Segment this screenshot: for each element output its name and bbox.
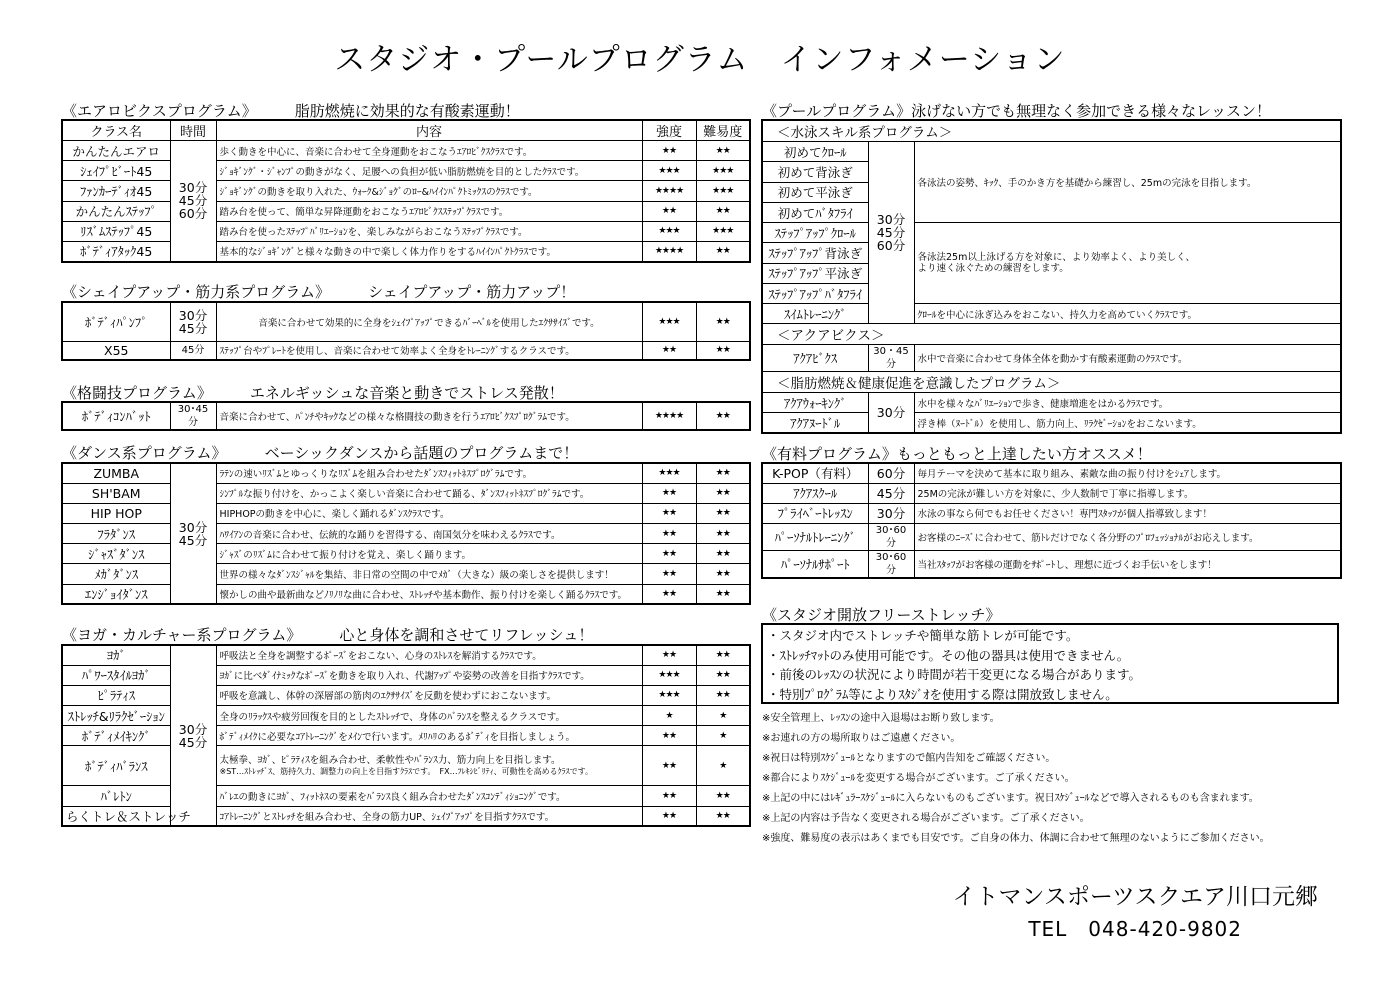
health-class-name: ｱｸｱｳｫｰｷﾝｸﾞ <box>762 393 868 413</box>
shapeup-table <box>61 301 751 361</box>
class-name: ﾎﾞﾃﾞｨﾊﾟﾝﾌﾟ <box>62 302 170 341</box>
aerobics-table <box>61 119 751 263</box>
intensity-stars: ★★★ <box>642 685 696 705</box>
yoga-row <box>62 726 750 746</box>
class-name: ﾎﾞﾃﾞｨﾒｲｷﾝｸﾞ <box>62 726 170 746</box>
martial-section-title <box>62 382 564 403</box>
aerobics-section-title <box>62 100 520 121</box>
class-description: 歩く動きを中心に、音楽に合わせて全身運動をおこなうｴｱﾛﾋﾞｸｽｸﾗｽです。 <box>216 141 642 161</box>
health-class-name: ｱｸｱﾇｰﾄﾞﾙ <box>762 413 868 433</box>
class-description: HIPHOPの動きを中心に、楽しく踊れるﾀﾞﾝｽｸﾗｽです。 <box>216 503 642 523</box>
class-description: 音楽に合わせて、ﾊﾟﾝﾁやｷｯｸなどの様々な格闘技の動きを行うｴｱﾛﾋﾞｸｽﾌﾟﾛｸﾞﾗﾑです。 <box>216 402 642 430</box>
swim-skill-heading-row <box>762 120 1341 142</box>
class-name: ﾎﾞﾃﾞｨﾊﾞﾗﾝｽ <box>62 746 170 786</box>
health-row <box>762 413 1341 433</box>
health-description: 浮き棒（ﾇｰﾄﾞﾙ）を使用し、筋力向上、ﾘﾗｸｾﾞｰｼｮﾝをおこないます。 <box>914 413 1341 433</box>
class-description: ﾖｶﾞに比べﾀﾞｲﾅﾐｯｸなﾎﾟｰｽﾞを動きを取り入れ、代謝ｱｯﾌﾟや姿勢の改善を目指すｸﾗｽです。 <box>216 665 642 685</box>
yoga-row <box>62 665 750 685</box>
class-name: ｽﾄﾚｯﾁ&ﾘﾗｸｾﾞｰｼｮﾝ <box>62 706 170 726</box>
dance-table <box>61 462 751 605</box>
dance-row <box>62 463 750 483</box>
intensity-stars: ★ <box>642 706 696 726</box>
dance-subtitle: ベーシックダンスから話題のプログラムまで！ <box>264 444 579 462</box>
class-description: ｺｱﾄﾚｰﾆﾝｸﾞとｽﾄﾚｯﾁを組み合わせ、全身の筋力UP、ｼｪｲﾌﾟｱｯﾌﾟを目指すｸﾗｽです。 <box>216 806 642 826</box>
health-time: 30分 <box>868 393 914 433</box>
intensity-stars: ★★ <box>642 341 696 360</box>
class-description: ｽﾃｯﾌﾟ台やﾌﾟﾚｰﾄを使用し、音楽に合わせて効率よく全身をﾄﾚｰﾆﾝｸﾞするクラスです。 <box>216 341 642 360</box>
swim-training-row <box>762 304 1341 324</box>
class-name: SH'BAM <box>62 483 170 503</box>
class-name: かんたんエアロ <box>62 141 170 161</box>
shapeup-section-title <box>62 281 575 302</box>
free-stretch-box <box>761 623 1339 704</box>
difficulty-stars: ★★ <box>696 463 750 483</box>
time-cell: 30分 45分 <box>170 302 216 341</box>
class-name: ﾌﾗﾀﾞﾝｽ <box>62 524 170 544</box>
time-cell: 30分 45分 60分 <box>170 141 216 262</box>
paid-row <box>762 550 1341 578</box>
free-bullet: ・前後のﾚｯｽﾝの状況により時間が若干変更になる場合があります。 <box>767 667 1142 682</box>
intensity-stars: ★★ <box>642 503 696 523</box>
shapeup-title: 《シェイプアップ・筋力系プログラム》 <box>62 283 331 301</box>
paid-description: 水泳の事なら何でもお任せください！専門ｽﾀｯﾌが個人指導致します！ <box>914 503 1341 523</box>
intensity-stars: ★★★ <box>642 221 696 241</box>
class-name: ｼﾞｬｽﾞﾀﾞﾝｽ <box>62 544 170 564</box>
shapeup-row <box>62 302 750 341</box>
yoga-row <box>62 685 750 705</box>
intensity-stars: ★★ <box>642 806 696 826</box>
difficulty-stars: ★★ <box>696 141 750 161</box>
martial-subtitle: エネルギッシュな音楽と動きでストレス発散！ <box>249 384 564 402</box>
free-bullet: ・スタジオ内でストレッチや簡単な筋トレが可能です。 <box>767 628 1079 643</box>
note: ※お連れの方の場所取りはご遠慮ください。 <box>762 733 961 744</box>
company-name: イトマンスポーツスクエア川口元郷 <box>952 884 1318 910</box>
class-description: ｼﾝﾌﾟﾙな振り付けを、かっこよく楽しい音楽に合わせて踊る、ﾀﾞﾝｽﾌｨｯﾄﾈｽﾌﾟﾛｸﾞﾗﾑです。 <box>216 483 642 503</box>
pool-subtitle: 泳げない方でも無理なく参加できる様々なレッスン！ <box>911 102 1271 120</box>
telephone: TEL 048-420-9802 <box>1028 917 1242 941</box>
difficulty-stars: ★★★ <box>696 181 750 201</box>
shapeup-subtitle: シェイプアップ・筋力アップ！ <box>368 283 576 301</box>
paid-title: 《有料プログラム》 <box>762 445 897 463</box>
difficulty-stars: ★★ <box>696 483 750 503</box>
col-header-content: 内容 <box>216 120 642 141</box>
yoga-title: 《ヨガ・カルチャー系プログラム》 <box>62 626 302 644</box>
free-bullet: ・ｽﾄﾚｯﾁﾏｯﾄのみ使用可能です。その他の器具は使用できません。 <box>767 647 1130 663</box>
yoga-row <box>62 645 750 665</box>
difficulty-stars: ★★ <box>696 786 750 806</box>
intensity-stars: ★★ <box>642 564 696 584</box>
swim-class-name: 初めてﾊﾞﾀﾌﾗｲ <box>762 202 868 222</box>
paid-class-name: ﾊﾟｰｿﾅﾙﾄﾚｰﾆﾝｸﾞ <box>762 523 868 550</box>
aerobics-row <box>62 201 750 221</box>
aerobics-title: 《エアロビクスプログラム》 <box>62 102 257 120</box>
yoga-row <box>62 746 750 786</box>
note: ※強度、難易度の表示はあくまでも目安です。ご自身の体力、体調に合わせて無理のないようにご参加ください。 <box>762 833 1270 844</box>
difficulty-stars: ★★ <box>696 584 750 604</box>
class-description: 音楽に合わせて効果的に全身をｼｪｲﾌﾟｱｯﾌﾟできるﾊﾞｰﾍﾞﾙを使用したｴｸｻｻｲｽﾞです。 <box>216 302 642 341</box>
note: ※上記の中にはﾚｷﾞｭﾗｰｽｹｼﾞｭｰﾙに入らないものもございます。祝日ｽｹｼﾞｭｰﾙなどで導入されるものも含まれます。 <box>762 793 1259 804</box>
intensity-stars: ★★ <box>642 524 696 544</box>
swim-class-name: 初めてｸﾛｰﾙ <box>762 142 868 162</box>
dance-row <box>62 564 750 584</box>
difficulty-stars: ★★ <box>696 302 750 341</box>
class-description: ｼﾞｬｽﾞのﾘｽﾞﾑに合わせて振り付けを覚え、楽しく踊ります。 <box>216 544 642 564</box>
aquabics-heading-row <box>762 324 1341 345</box>
time-cell: 30分 45分 <box>170 645 216 826</box>
paid-time: 60分 <box>868 463 914 483</box>
time-cell: 30･45分 <box>170 402 216 430</box>
class-name: ｴﾝｼﾞｮｲﾀﾞﾝｽ <box>62 584 170 604</box>
dance-row <box>62 584 750 604</box>
class-name: ﾎﾞﾃﾞｨｱﾀｯｸ45 <box>62 241 170 261</box>
col-header-class: クラス名 <box>62 120 170 141</box>
yoga-subtitle: 心と身体を調和させてリフレッシュ！ <box>339 626 594 644</box>
paid-class-name: ｱｸｱｽｸｰﾙ <box>762 483 868 503</box>
intensity-stars: ★★ <box>642 483 696 503</box>
paid-row <box>762 503 1341 523</box>
class-name: ｼｪｲﾌﾟﾋﾞｰﾄ45 <box>62 161 170 181</box>
paid-table <box>761 462 1342 579</box>
swim-class-name: 初めて平泳ぎ <box>762 182 868 202</box>
difficulty-stars: ★★ <box>696 524 750 544</box>
class-name: HIP HOP <box>62 503 170 523</box>
aerobics-subtitle: 脂肪燃焼に効果的な有酸素運動！ <box>294 102 520 120</box>
martial-title: 《格闘技プログラム》 <box>62 384 212 402</box>
intensity-stars: ★★★★ <box>642 241 696 261</box>
paid-description: お客様のﾆｰｽﾞに合わせて、筋ﾄﾚだけでなく各分野のﾌﾟﾛﾌｪｯｼｮﾅﾙがお応えします。 <box>914 523 1341 550</box>
intensity-stars: ★★ <box>642 201 696 221</box>
intensity-stars: ★★ <box>642 584 696 604</box>
difficulty-stars: ★★ <box>696 402 750 430</box>
dance-row <box>62 544 750 564</box>
difficulty-stars: ★ <box>696 726 750 746</box>
class-description: 踏み台を使ったｽﾃｯﾌﾟﾊﾞﾘｴｰｼｮﾝを、楽しみながらおこなうｽﾃｯﾌﾟｸﾗｽです。 <box>216 221 642 241</box>
aquabics-heading: ＜アクアビクス＞ <box>762 324 1341 345</box>
aqua-description: 水中で音楽に合わせて身体全体を動かす有酸素運動のｸﾗｽです。 <box>914 345 1341 372</box>
dance-section-title <box>62 442 578 463</box>
yoga-table <box>61 644 751 827</box>
swim-class-name: 初めて背泳ぎ <box>762 162 868 182</box>
col-header-intensity: 強度 <box>642 120 696 141</box>
class-description: 全身のﾘﾗｯｸｽや疲労回復を目的としたｽﾄﾚｯﾁで、身体のﾊﾞﾗﾝｽを整えるクラスです。 <box>216 706 642 726</box>
class-description <box>216 746 642 786</box>
intensity-stars: ★★ <box>642 141 696 161</box>
aerobics-row <box>62 221 750 241</box>
swim-time: 30分 45分 60分 <box>868 142 914 324</box>
class-description: ﾗﾃﾝの速いﾘｽﾞﾑとゆっくりなﾘｽﾞﾑを組み合わせたﾀﾞﾝｽﾌｨｯﾄﾈｽﾌﾟﾛｸﾞﾗﾑです。 <box>216 463 642 483</box>
dance-title: 《ダンス系プログラム》 <box>62 444 227 462</box>
class-name: ZUMBA <box>62 463 170 483</box>
paid-time: 45分 <box>868 483 914 503</box>
paid-class-name: ﾌﾟﾗｲﾍﾞｰﾄﾚｯｽﾝ <box>762 503 868 523</box>
difficulty-stars: ★★ <box>696 685 750 705</box>
paid-row <box>762 523 1341 550</box>
intensity-stars: ★★ <box>642 544 696 564</box>
difficulty-stars: ★★ <box>696 201 750 221</box>
yoga-row <box>62 786 750 806</box>
difficulty-stars: ★★★ <box>696 161 750 181</box>
health-heading-row <box>762 372 1341 393</box>
intensity-stars: ★★★★ <box>642 181 696 201</box>
health-heading: ＜脂肪燃焼＆健康促進を意識したプログラム＞ <box>762 372 1341 393</box>
note: ※安全管理上、ﾚｯｽﾝの途中入退場はお断り致します。 <box>762 713 1000 724</box>
free-section-title: 《スタジオ開放フリーストレッチ》 <box>762 606 1001 624</box>
aerobics-row <box>62 241 750 261</box>
aerobics-row <box>62 181 750 201</box>
difficulty-stars: ★★ <box>696 503 750 523</box>
paid-class-name: K-POP（有料） <box>762 463 868 483</box>
free-bullet: ・特別ﾌﾟﾛｸﾞﾗﾑ等によりｽﾀｼﾞｵを使用する際は開放致しません。 <box>767 686 1118 702</box>
note: ※上記の内容は予告なく変更される場合がございます。ご了承ください。 <box>762 813 1090 824</box>
swim-class-name: ｽﾃｯﾌﾟｱｯﾌﾟ背泳ぎ <box>762 243 868 263</box>
difficulty-stars: ★ <box>696 746 750 786</box>
yoga-row <box>62 706 750 726</box>
swim-description-stepup: 各泳法25m以上泳げる方を対象に、より効率よく、より美しく、 より速く泳ぐための練習をします。 <box>914 223 1341 304</box>
class-description: 呼吸法と全身を調整するﾎﾟｰｽﾞをおこない、心身のｽﾄﾚｽを解消するｸﾗｽです。 <box>216 645 642 665</box>
paid-description: 25Mの完泳が難しい方を対象に、少人数制で丁寧に指導します。 <box>914 483 1341 503</box>
page-title: スタジオ・プールプログラム インフォメーション <box>334 42 1066 78</box>
dance-row <box>62 483 750 503</box>
swim-class-name: ｽﾃｯﾌﾟｱｯﾌﾟ平泳ぎ <box>762 263 868 283</box>
class-description: 基本的なｼﾞｮｷﾞﾝｸﾞと様々な動きの中で楽しく体力作りをするﾊｲｲﾝﾊﾟｸﾄｸﾗｽです。 <box>216 241 642 261</box>
class-name: ﾋﾟﾗﾃｨｽ <box>62 685 170 705</box>
class-description: ｼﾞｮｷﾞﾝｸﾞの動きを取り入れた、ｳｫｰｸ&ｼﾞｮｸﾞのﾛｰ&ﾊｲｲﾝﾊﾟｸﾄﾐｯｸｽのｸﾗｽです。 <box>216 181 642 201</box>
aerobics-header-row <box>62 120 750 141</box>
class-name: らくトレ＆ストレッチ <box>62 806 170 826</box>
class-description: 踏み台を使って、簡単な昇降運動をおこなうｴｱﾛﾋﾞｸｽｽﾃｯﾌﾟｸﾗｽです。 <box>216 201 642 221</box>
yoga-section-title <box>62 624 593 645</box>
class-name: ﾘｽﾞﾑｽﾃｯﾌﾟ45 <box>62 221 170 241</box>
class-description: ﾎﾞﾃﾞｨﾒｲｸに必要なｺｱﾄﾚｰﾆﾝｸﾞをﾒｲﾝで行います。ﾒﾘﾊﾘのあるﾎﾞﾃﾞｨを目指しましょう。 <box>216 726 642 746</box>
swim-description: ｸﾛｰﾙを中心に泳ぎ込みをおこない、持久力を高めていくｸﾗｽです。 <box>914 304 1341 324</box>
aquabics-row <box>762 345 1341 372</box>
pool-section-title <box>762 100 1271 121</box>
paid-time: 30･60分 <box>868 550 914 578</box>
aerobics-row <box>62 141 750 161</box>
class-name: ﾒｶﾞﾀﾞﾝｽ <box>62 564 170 584</box>
difficulty-stars: ★★ <box>696 544 750 564</box>
pool-table <box>761 119 1342 434</box>
intensity-stars: ★★ <box>642 746 696 786</box>
class-name: かんたんｽﾃｯﾌﾟ <box>62 201 170 221</box>
col-header-difficulty: 難易度 <box>696 120 750 141</box>
health-row <box>762 393 1341 413</box>
dance-row <box>62 503 750 523</box>
class-description: ﾊﾞﾚｴの動きにﾖｶﾞ、ﾌｨｯﾄﾈｽの要素をﾊﾞﾗﾝｽ良く組み合わせたﾀﾞﾝｽｺﾝﾃﾞｨｼｮﾆﾝｸﾞです。 <box>216 786 642 806</box>
paid-description: 毎月テーマを決めて基本に取り組み、素敵な曲の振り付けをｼｪｱします。 <box>914 463 1341 483</box>
class-description: ﾊﾜｲｱﾝの音楽に合わせ、伝統的な踊りを習得する、南国気分を味わえるｸﾗｽです。 <box>216 524 642 544</box>
aqua-time: 30・45分 <box>868 345 914 372</box>
col-header-time: 時間 <box>170 120 216 141</box>
paid-row <box>762 483 1341 503</box>
martial-row <box>62 402 750 430</box>
class-description-note: ※ST…ｽﾄﾚｯﾁﾞｽ、筋持久力、調整力の向上を目指すｸﾗｽです。 FX…ﾌﾚｷｼﾋﾞﾘﾃｨ、可動性を高めるｸﾗｽです。 <box>219 766 593 776</box>
aqua-class-name: ｱｸｱﾋﾞｸｽ <box>762 345 868 372</box>
difficulty-stars: ★★ <box>696 341 750 360</box>
intensity-stars: ★★★ <box>642 665 696 685</box>
time-cell: 45分 <box>170 341 216 360</box>
yoga-row <box>62 806 750 826</box>
paid-description: 当社ｽﾀｯﾌがお客様の運動をｻﾎﾟｰﾄし、理想に近づくお手伝いをします！ <box>914 550 1341 578</box>
paid-time: 30･60分 <box>868 523 914 550</box>
difficulty-stars: ★★ <box>696 806 750 826</box>
swim-class-name: ｽｲﾑﾄﾚｰﾆﾝｸﾞ <box>762 304 868 324</box>
note: ※都合によりｽｹｼﾞｭｰﾙを変更する場合がございます。ご了承ください。 <box>762 773 1075 784</box>
difficulty-stars: ★★ <box>696 564 750 584</box>
class-description-main: 太極拳、ﾖｶﾞ、ﾋﾟﾗﾃｨｽを組み合わせ、柔軟性やﾊﾞﾗﾝｽ力、筋力向上を目指します。 <box>219 754 561 766</box>
difficulty-stars: ★★★ <box>696 221 750 241</box>
class-name: X55 <box>62 341 170 360</box>
swim-row <box>762 223 1341 243</box>
pool-title: 《プールプログラム》 <box>762 102 912 120</box>
swim-description-basic: 各泳法の姿勢、ｷｯｸ、手のかき方を基礎から練習し、25mの完泳を目指します。 <box>914 142 1341 223</box>
class-name: ﾊﾟﾜｰｽﾀｲﾙﾖｶﾞ <box>62 665 170 685</box>
class-description: 呼吸を意識し、体幹の深層部の筋肉のｴｸｻｻｲｽﾞを反動を使わずにおこないます。 <box>216 685 642 705</box>
martial-table <box>61 401 751 431</box>
intensity-stars: ★★★ <box>642 302 696 341</box>
class-name: ﾖｶﾞ <box>62 645 170 665</box>
paid-section-title <box>762 443 1152 464</box>
intensity-stars: ★★★★ <box>642 402 696 430</box>
note: ※祝日は特別ｽｹｼﾞｭｰﾙとなりますので館内告知をご確認ください。 <box>762 753 1056 764</box>
class-name: ﾊﾞﾚﾄﾝ <box>62 786 170 806</box>
class-name: ﾌｧﾝｶｰﾃﾞｨｵ45 <box>62 181 170 201</box>
difficulty-stars: ★★ <box>696 645 750 665</box>
intensity-stars: ★★★ <box>642 161 696 181</box>
class-name: ﾎﾞﾃﾞｨｺﾝﾊﾞｯﾄ <box>62 402 170 430</box>
paid-row <box>762 463 1341 483</box>
swim-class-name: ｽﾃｯﾌﾟｱｯﾌﾟﾊﾞﾀﾌﾗｲ <box>762 284 868 304</box>
time-cell: 30分 45分 <box>170 463 216 604</box>
intensity-stars: ★★★ <box>642 463 696 483</box>
class-description: ｼﾞｮｷﾞﾝｸﾞ・ｼﾞｬﾝﾌﾟの動きがなく、足腰への負担が低い脂肪燃焼を目的としたｸﾗｽです。 <box>216 161 642 181</box>
shapeup-row <box>62 341 750 360</box>
swim-skill-heading: ＜水泳スキル系プログラム＞ <box>762 120 1341 142</box>
dance-row <box>62 524 750 544</box>
intensity-stars: ★★ <box>642 645 696 665</box>
intensity-stars: ★★ <box>642 786 696 806</box>
paid-time: 30分 <box>868 503 914 523</box>
paid-subtitle: もっともっと上達したい方オススメ！ <box>896 445 1152 463</box>
aerobics-row <box>62 161 750 181</box>
class-description: 世界の様々なﾀﾞﾝｽｼﾞｬﾙを集結、非日常の空間の中でﾒｶﾞ（大きな）級の楽しさを提供します！ <box>216 564 642 584</box>
difficulty-stars: ★ <box>696 706 750 726</box>
swim-class-name: ｽﾃｯﾌﾟｱｯﾌﾟｸﾛｰﾙ <box>762 223 868 243</box>
difficulty-stars: ★★ <box>696 665 750 685</box>
class-description: 懐かしの曲や最新曲などﾉﾘﾉﾘな曲に合わせ、ｽﾄﾚｯﾁや基本動作、振り付けを楽しく踊るｸﾗｽです。 <box>216 584 642 604</box>
health-description: 水中を様々なﾊﾞﾘｴｰｼｮﾝで歩き、健康増進をはかるｸﾗｽです。 <box>914 393 1341 413</box>
intensity-stars: ★★ <box>642 726 696 746</box>
swim-row <box>762 142 1341 162</box>
difficulty-stars: ★★ <box>696 241 750 261</box>
paid-class-name: ﾊﾟｰｿﾅﾙｻﾎﾟｰﾄ <box>762 550 868 578</box>
